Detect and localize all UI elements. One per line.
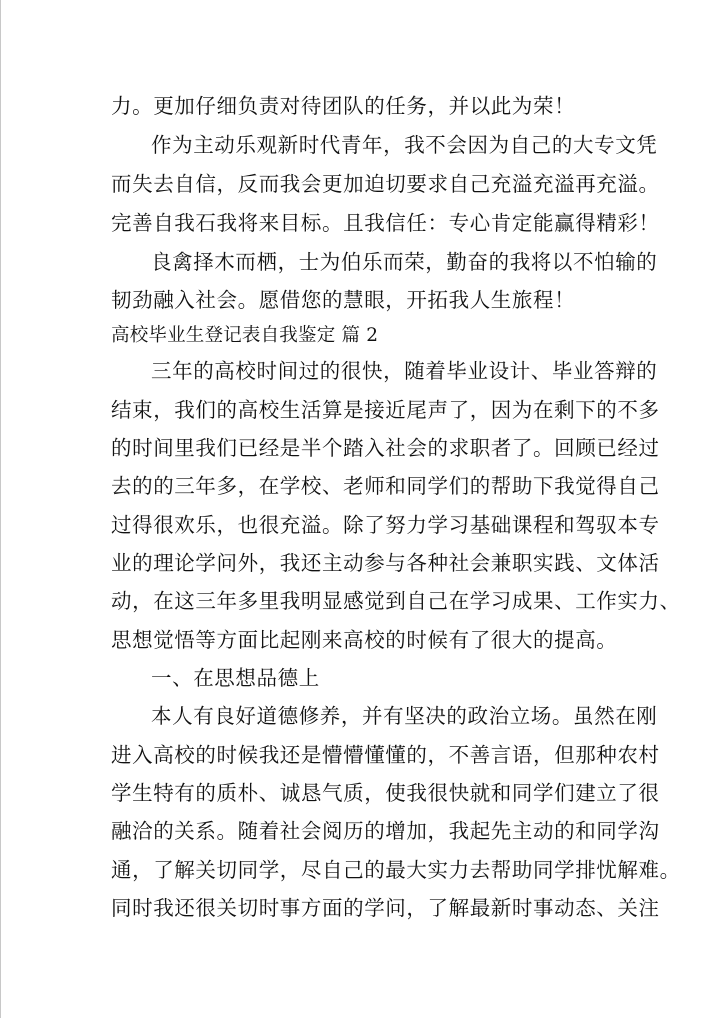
subsection-heading: 一、在思想品德上 bbox=[151, 666, 320, 690]
text-line: 学生特有的质朴、诚恳气质，使我很快就和同学们建立了很 bbox=[111, 781, 660, 805]
text-line: 韧劲融入社会。愿借您的慧眼，开拓我人生旅程！ bbox=[111, 288, 576, 312]
text-line: 而失去自信，反而我会更加迫切要求自己充溢充溢再充溢。 bbox=[111, 172, 660, 196]
section-heading: 高校毕业生登记表自我鉴定 篇 2 bbox=[111, 325, 379, 346]
text-line: 力。更加仔细负责对待团队的任务，并以此为荣！ bbox=[111, 94, 576, 118]
text-line: 同时我还很关切时事方面的学问，了解最新时事动态、关注 bbox=[111, 896, 660, 920]
text-line: 思想觉悟等方面比起刚来高校的时候有了很大的提高。 bbox=[111, 628, 618, 652]
text-line: 过得很欢乐，也很充溢。除了努力学习基础课程和驾驭本专 bbox=[111, 513, 660, 537]
text-line: 融洽的关系。随着社会阅历的增加，我起先主动的和同学沟 bbox=[111, 819, 660, 843]
text-line: 进入高校的时候我还是懵懵懂懂的，不善言语，但那种农村 bbox=[111, 743, 660, 767]
text-line: 作为主动乐观新时代青年，我不会因为自己的大专文凭 bbox=[151, 133, 658, 157]
text-line: 良禽择木而栖，士为伯乐而荣，勤奋的我将以不怕输的 bbox=[151, 250, 658, 274]
text-line: 去的的三年多，在学校、老师和同学们的帮助下我觉得自己 bbox=[111, 474, 660, 498]
text-line: 动，在这三年多里我明显感觉到自己在学习成果、工作实力、 bbox=[111, 589, 681, 613]
text-line: 本人有良好道德修养，并有坚决的政治立场。虽然在刚 bbox=[151, 704, 658, 728]
text-line: 业的理论学问外，我还主动参与各种社会兼职实践、文体活 bbox=[111, 551, 660, 575]
text-line: 结束，我们的高校生活算是接近尾声了，因为在剩下的不多 bbox=[111, 398, 660, 422]
text-line: 完善自我石我将来目标。且我信任：专心肯定能赢得精彩！ bbox=[111, 211, 660, 235]
text-line: 通，了解关切同学，尽自己的最大实力去帮助同学排忧解难。 bbox=[111, 858, 681, 882]
text-line: 三年的高校时间过的很快，随着毕业设计、毕业答辩的 bbox=[151, 359, 658, 383]
text-line: 的时间里我们已经是半个踏入社会的求职者了。回顾已经过 bbox=[111, 436, 660, 460]
